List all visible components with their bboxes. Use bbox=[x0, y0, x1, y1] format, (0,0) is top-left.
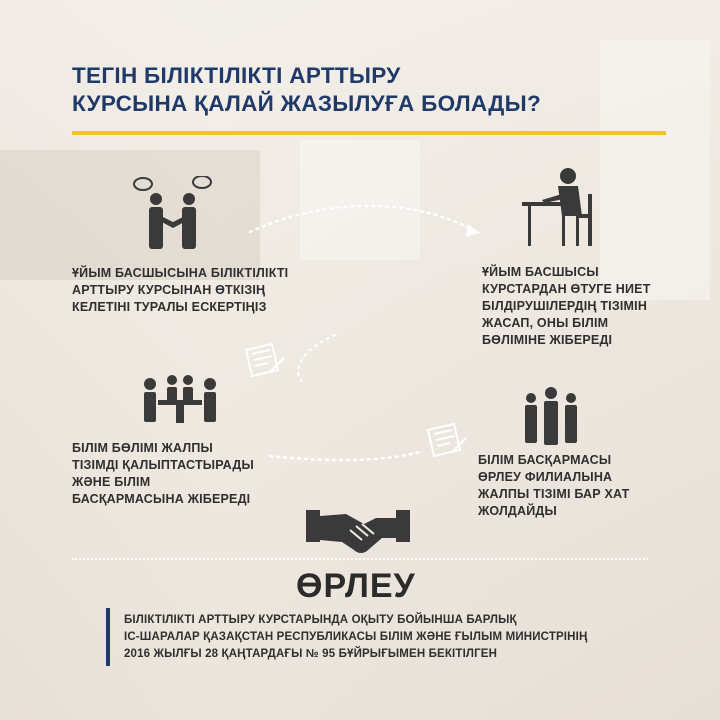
divider bbox=[72, 558, 648, 560]
title-line-2: КУРСЫНА ҚАЛАЙ ЖАЗЫЛУҒА БОЛАДЫ? bbox=[72, 91, 542, 116]
step-1-line-2: АРТТЫРУ КУРСЫНАН ӨТКІЗІҢ bbox=[72, 283, 266, 297]
step-1-line-1: ҰЙЫМ БАСШЫСЫНА БІЛІКТІЛІКТІ bbox=[72, 266, 289, 280]
title-line-1: ТЕГІН БІЛІКТІЛІКТІ АРТТЫРУ bbox=[72, 63, 401, 88]
step-3-line-4: БАСҚАРМАСЫНА ЖІБЕРЕДІ bbox=[72, 492, 251, 506]
step-2-line-5: БӨЛІМІНЕ ЖІБЕРЕДІ bbox=[482, 333, 613, 347]
person-writing-icon bbox=[518, 166, 602, 250]
step-3-line-2: ТІЗІМДІ ҚАЛЫПТАСТЫРАДЫ bbox=[72, 458, 254, 472]
step-2-line-1: ҰЙЫМ БАСШЫСЫ bbox=[482, 265, 599, 279]
meeting-table-icon bbox=[138, 374, 222, 426]
step-1-text bbox=[72, 265, 288, 316]
step-2-line-2: КУРСТАРДАН ӨТУГЕ НИЕТ bbox=[482, 282, 651, 296]
step-4-line-2: ӨРЛЕУ ФИЛИАЛЫНА bbox=[478, 470, 613, 484]
note-accent-bar bbox=[106, 608, 110, 666]
handshake-speech-icon bbox=[128, 176, 218, 252]
step-2-line-4: ЖАСАП, ОНЫ БІЛІМ bbox=[482, 316, 609, 330]
footer-note-line-1: БІЛІКТІЛІКТІ АРТТЫРУ КУРСТАРЫНДА ОҚЫТУ БОЙЫНША БАРЛЫҚ bbox=[124, 614, 517, 626]
step-1-line-3: КЕЛЕТІНІ ТУРАЛЫ ЕСКЕРТІҢІЗ bbox=[72, 300, 267, 314]
step-4-line-4: ЖОЛДАЙДЫ bbox=[478, 504, 557, 518]
document-pen-icon-2 bbox=[424, 422, 468, 462]
step-2-line-3: БІЛДІРУШІЛЕРДІҢ ТІЗІМІН bbox=[482, 299, 648, 313]
step-2-text bbox=[482, 264, 651, 349]
footer-note-line-3: 2016 ЖЫЛҒЫ 28 ҚАҢТАРДАҒЫ № 95 БҰЙРЫҒЫМЕН БЕКІТІЛГЕН bbox=[124, 648, 498, 660]
step-4-line-1: БІЛІМ БАСҚАРМАСЫ bbox=[478, 453, 612, 467]
step-4-line-3: ЖАЛПЫ ТІЗІМІ БАР ХАТ bbox=[478, 487, 630, 501]
footer-note bbox=[124, 612, 684, 663]
step-4-text bbox=[478, 452, 629, 520]
step-3-line-3: ЖӘНЕ БІЛІМ bbox=[72, 475, 151, 489]
handshake-icon bbox=[306, 506, 410, 556]
brand-logo-text: ӨРЛЕУ bbox=[296, 567, 416, 605]
step-3-line-1: БІЛІМ БӨЛІМІ ЖАЛПЫ bbox=[72, 441, 213, 455]
footer-note-line-2: ІС-ШАРАЛАР ҚАЗАҚСТАН РЕСПУБЛИКАСЫ БІЛІМ ЖӘНЕ ҒЫЛЫМ МИНИСТРІНІҢ bbox=[124, 631, 588, 643]
step-3-text bbox=[72, 440, 254, 508]
document-pen-icon bbox=[242, 342, 286, 382]
business-team-icon bbox=[520, 386, 582, 446]
